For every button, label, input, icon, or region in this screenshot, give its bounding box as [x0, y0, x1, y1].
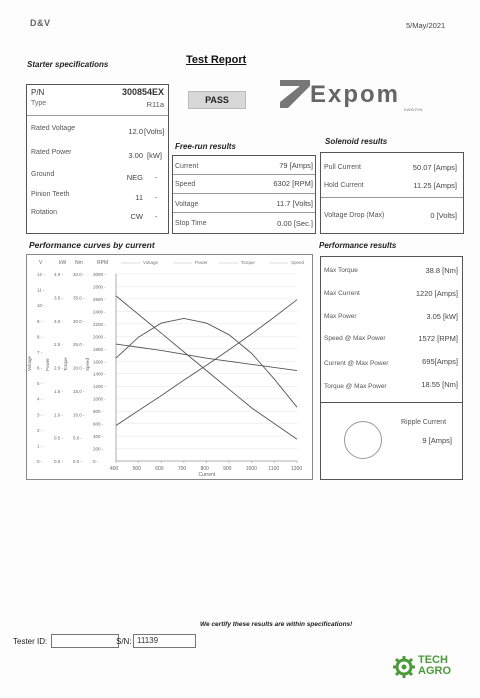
axis-tick-label: 3.5 -	[54, 295, 64, 301]
axis-tick-label: 3000 -	[93, 272, 106, 277]
starter-box	[26, 84, 169, 234]
spec-unit: -	[155, 212, 158, 221]
perf-label: Speed @ Max Power	[324, 335, 386, 342]
spec-label: Rated Voltage	[31, 125, 75, 132]
spec-unit: -	[155, 193, 158, 202]
axis-tick-label: 6 -	[37, 365, 43, 371]
solenoid-value: 0 [Volts]	[430, 211, 457, 220]
legend-entry: Speed	[291, 260, 305, 265]
axis-tick-label: 4 -	[37, 396, 43, 402]
sn-field[interactable]: 11139	[133, 634, 196, 648]
perf-value: 1572 [RPM]	[418, 334, 458, 343]
ripple-circle	[344, 421, 382, 459]
axis-tick-label: 12 -	[37, 272, 45, 277]
freerun-value: 0.00 [Sec.]	[277, 219, 313, 228]
solenoid-label: Pull Current	[324, 164, 361, 171]
report-date: 5/May/2021	[406, 21, 446, 30]
axis-label: Voltage	[27, 355, 32, 371]
freerun-label: Voltage	[175, 201, 199, 208]
axis-tick-label: 10 -	[37, 303, 45, 309]
axis-tick-label: 11 -	[37, 287, 45, 293]
axis-tick-label: 800 -	[93, 409, 104, 415]
pn-value: 300854EX	[121, 87, 164, 97]
axis-tick-label: 8 -	[37, 334, 43, 340]
tester-id-field[interactable]	[51, 634, 119, 648]
brand-subtitle: KWIDZYN	[404, 107, 423, 112]
axis-tick-label: 9 -	[37, 318, 43, 324]
axis-unit-header: kW	[59, 260, 67, 266]
axis-tick-label: 2600 -	[93, 296, 106, 302]
brand-logo	[280, 78, 440, 112]
perf-value: 3.05 [kW]	[426, 312, 458, 321]
perf-label: Current @ Max Power	[324, 360, 389, 367]
axis-tick-label: 1.0 -	[54, 412, 64, 418]
axis-tick-label: 30.0 -	[73, 318, 85, 324]
axis-tick-label: 0.0 -	[54, 459, 64, 464]
axis-unit-header: Nm	[75, 260, 83, 266]
axis-label: Torque	[63, 357, 68, 371]
gear-icon	[393, 656, 415, 678]
ripple-box	[320, 402, 463, 480]
axis-tick-label: 400 -	[93, 434, 104, 440]
x-tick-label: 1100	[268, 466, 280, 472]
axis-tick-label: 1 -	[37, 443, 43, 449]
axis-tick-label: 0 -	[37, 459, 43, 464]
x-tick-label: 600	[155, 466, 164, 472]
perf-value: 38.8 [Nm]	[425, 266, 458, 275]
axis-tick-label: 2.5 -	[54, 342, 64, 348]
spec-unit: [kW]	[147, 151, 162, 160]
status-badge: PASS	[188, 91, 246, 109]
x-tick-label: 800	[200, 466, 209, 472]
axis-tick-label: 5 -	[37, 381, 43, 387]
ripple-value: 9 [Amps]	[422, 436, 452, 445]
axis-tick-label: 5.0 -	[73, 435, 83, 441]
axis-tick-label: 2800 -	[93, 284, 106, 290]
solenoid-label: Voltage Drop (Max)	[324, 212, 385, 219]
freerun-value: 6302 [RPM]	[273, 179, 313, 188]
spec-label: Rotation	[31, 209, 58, 216]
axis-label: Power	[45, 358, 50, 371]
spec-label: Ground	[31, 171, 55, 178]
spec-label: Rated Power	[31, 149, 72, 156]
axis-unit-header: RPM	[97, 260, 109, 266]
axis-tick-label: 2.0 -	[54, 365, 64, 371]
perf-label: Max Power	[324, 313, 357, 320]
x-tick-label: 400	[110, 466, 119, 472]
type-value: R11a	[146, 100, 164, 109]
legend-entry: Torque	[241, 260, 255, 265]
freerun-label: Current	[175, 163, 199, 170]
axis-label: Speed	[85, 357, 90, 371]
solenoid-value: 11.25 [Amps]	[413, 181, 457, 190]
spec-value: 3.00	[128, 151, 143, 160]
type-label: Type	[31, 100, 47, 107]
chart-title: Performance curves by current	[29, 240, 155, 250]
perf-label: Max Torque	[324, 267, 358, 274]
freerun-label: Speed	[175, 181, 196, 188]
chart-box	[26, 254, 313, 480]
perf-value: 18.55 [Nm]	[421, 380, 458, 389]
series-line-power	[116, 318, 297, 407]
axis-tick-label: 2000 -	[93, 334, 106, 340]
starter-title: Starter specifications	[27, 60, 109, 69]
brand-mark-icon	[280, 80, 310, 110]
axis-tick-label: 3 -	[37, 412, 43, 418]
spec-value: 12.0	[128, 127, 143, 136]
performance-box	[320, 256, 463, 406]
axis-tick-label: 2200 -	[93, 321, 106, 327]
spec-unit: -	[155, 173, 158, 182]
solenoid-label: Hold Current	[324, 182, 364, 189]
solenoid-title: Solenoid results	[325, 137, 388, 146]
axis-tick-label: 35.0 -	[73, 295, 85, 301]
axis-tick-label: 1800 -	[93, 346, 106, 352]
axis-unit-header: V	[39, 260, 43, 266]
perf-label: Max Current	[324, 290, 360, 297]
axis-tick-label: 1000 -	[93, 396, 106, 402]
x-tick-label: 900	[223, 466, 232, 472]
freerun-value: 79 [Amps]	[279, 161, 313, 170]
freerun-value: 11.7 [Volts]	[276, 199, 313, 208]
x-tick-label: 500	[132, 466, 141, 472]
brand-name: Expom	[310, 81, 401, 108]
spec-value: 11	[135, 193, 143, 202]
axis-tick-label: 15.0 -	[73, 388, 85, 394]
axis-tick-label: 20.0 -	[73, 365, 85, 371]
axis-tick-label: 3.0 -	[54, 318, 64, 324]
series-line-voltage	[116, 344, 297, 371]
axis-tick-label: 0 -	[93, 459, 99, 464]
watermark	[393, 654, 473, 680]
pn-label: P/N	[31, 88, 45, 97]
company-logo: D&V	[30, 18, 51, 28]
series-line-speed	[116, 296, 297, 439]
perf-value: 1220 [Amps]	[415, 289, 458, 298]
perf-value: 695[Amps]	[422, 357, 458, 366]
x-tick-label: 1000	[245, 466, 257, 472]
axis-tick-label: 10.0 -	[73, 412, 85, 418]
axis-tick-label: 40.0 -	[73, 272, 85, 277]
spec-value: NEG	[126, 173, 143, 182]
tester-id-label: Tester ID:	[13, 637, 48, 646]
axis-tick-label: 1200 -	[93, 384, 106, 390]
axis-tick-label: 0.0 -	[73, 459, 83, 464]
ripple-label: Ripple Current	[401, 419, 447, 426]
certification-text: We certify these results are within specifications!	[200, 621, 353, 628]
axis-tick-label: 1400 -	[93, 371, 106, 377]
watermark-text: TECH AGRO	[418, 654, 451, 677]
spec-label: Pinion Teeth	[31, 191, 70, 198]
solenoid-value: 50.07 [Amps]	[412, 163, 457, 172]
freerun-label: Stop Time	[175, 220, 207, 227]
legend-entry: Voltage	[143, 260, 159, 265]
perf-label: Torque @ Max Power	[324, 383, 387, 390]
solenoid-box	[320, 152, 464, 234]
x-tick-label: 1200	[291, 466, 303, 472]
axis-tick-label: 0.5 -	[54, 435, 64, 441]
sn-label: S/N:	[116, 637, 132, 646]
axis-tick-label: 200 -	[93, 446, 104, 452]
spec-unit: [Volts]	[144, 127, 165, 136]
axis-tick-label: 4.0 -	[54, 272, 64, 277]
freerun-box	[172, 155, 316, 234]
axis-tick-label: 1.5 -	[54, 388, 64, 394]
x-axis-label: Current	[198, 472, 216, 478]
legend-entry: Power	[195, 260, 208, 265]
x-tick-label: 700	[177, 466, 187, 472]
performance-title: Performance results	[319, 241, 397, 250]
axis-tick-label: 7 -	[37, 349, 43, 355]
axis-tick-label: 25.0 -	[73, 342, 85, 348]
freerun-title: Free-run results	[175, 142, 236, 151]
axis-tick-label: 2400 -	[93, 309, 106, 315]
spec-value: CW	[130, 212, 143, 221]
axis-tick-label: 2 -	[37, 427, 43, 433]
axis-tick-label: 600 -	[93, 421, 104, 427]
axis-tick-label: 1600 -	[93, 359, 106, 365]
page-title: Test Report	[186, 54, 247, 66]
performance-chart	[27, 255, 312, 479]
